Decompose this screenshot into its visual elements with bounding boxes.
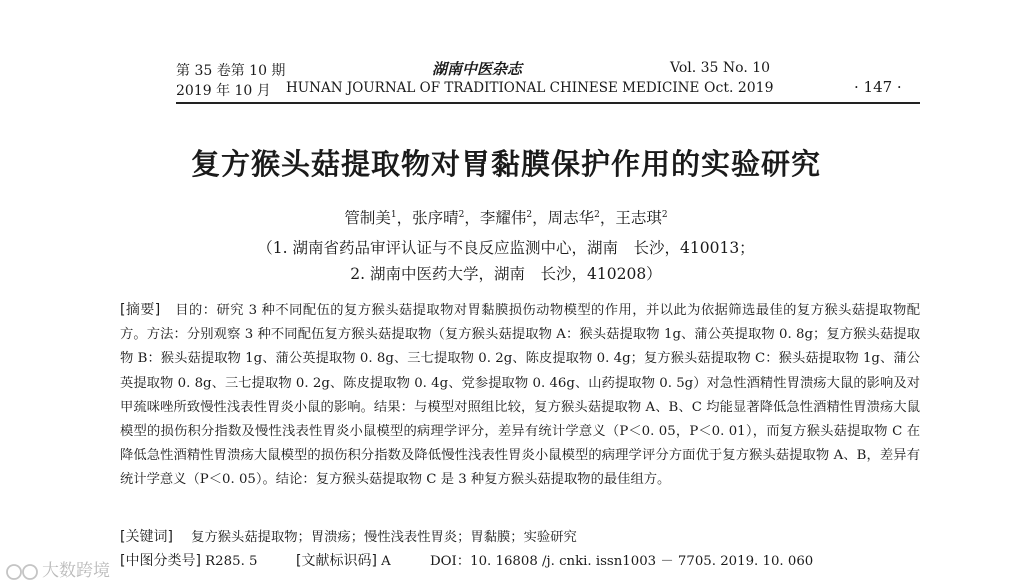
author-affiliation-mark: 2 <box>458 209 465 220</box>
author-affiliation-mark: 2 <box>661 209 668 220</box>
header-rule <box>176 102 920 104</box>
watermark-text: 大数跨境 <box>42 561 110 581</box>
keywords: 复方猴头菇提取物；胃溃疡；慢性浅表性胃炎；胃黏膜；实验研究 <box>191 530 577 545</box>
issue-date-en: Oct. 2019 <box>704 80 774 96</box>
classification-line <box>120 550 257 570</box>
journal-name-en: HUNAN JOURNAL OF TRADITIONAL CHINESE MEDICINE <box>286 80 700 96</box>
author-affiliation-mark: 2 <box>594 209 600 220</box>
author-affiliation-mark: 2 <box>526 209 533 220</box>
watermark-logo-icon <box>4 561 42 583</box>
author-affiliation-mark: 1 <box>390 209 397 220</box>
author: 王志琪 <box>615 209 662 227</box>
issue-date-cn: 2019 年 10 月 <box>176 83 271 99</box>
abstract <box>120 298 920 493</box>
author: 周志华 <box>547 209 595 227</box>
doc-code: A <box>381 554 391 569</box>
keywords-line <box>120 526 577 546</box>
author-list: 管制美$^1$，张序晴$^2$，李耀伟$^2$，周志华$^2$，王志琪$^2$ <box>344 209 668 227</box>
author: 李耀伟 <box>479 209 527 227</box>
abstract-text: 目的：研究 3 种不同配伍的复方猴头菇提取物对胃黏膜损伤动物模型的作用，并以此为依据筛选最佳的复方猴头菇提取物配方。方法：分别观察 3 种不同配伍复方猴头菇提取物（复方猴头菇提取物 A：猴头菇提取物 1g、蒲公英提取物 0. 8g；复方猴头菇提取物 B：猴头菇提取物 1g、蒲公英提取物 0. 8g、三七提取物 0. 2g、陈皮提取物 0. 4g；复方猴头菇提取物 C：猴头菇提取物 1g、蒲公英提取物 0. 8g、三七提取物 0. 2g、陈皮提取物 0. 4g、党参提取物 0. 46g、山药提取物 0. 5g）对急性酒精性胃溃疡大鼠的影响及对甲巯咪唑所致慢性浅表性胃炎小鼠的影响。结果：与模型对照组比较，复方猴头菇提取物 A、B、C 均能显著降低急性酒精性胃溃疡大鼠模型的损伤积分指数及慢性浅表性胃炎小鼠模型的病理学评分，差异有统计学意义（P＜0. 05，P＜0. 01），而复方猴头菇提取物 C 在降低急性酒精性胃溃疡大鼠模型的损伤积分指数及降低慢性浅表性胃炎小鼠模型的病理学评分方面优于复方猴头菇提取物 A、B，差异有统计学意义（P＜0. 05）。结论：复方猴头菇提取物 C 是 3 种复方猴头菇提取物的最佳组方。 <box>120 303 920 488</box>
doi: DOI：10. 16808 /j. cnki. issn1003 － 7705. 2019. 10. 060 <box>430 554 814 569</box>
page-number: · 147 · <box>854 78 902 96</box>
author: 张序晴 <box>412 209 459 227</box>
watermark <box>4 556 110 583</box>
document-code <box>296 550 391 570</box>
affiliation-1: （1. 湖南省药品审评认证与不良反应监测中心，湖南 长沙，410013； <box>257 239 755 257</box>
author: 管制美 <box>344 209 391 227</box>
article-title: 复方猴头菇提取物对胃黏膜保护作用的实验研究 <box>190 147 821 181</box>
journal-logo: 湖南中医杂志 <box>432 60 523 78</box>
doc-code-label: [文献标识码] <box>296 553 377 569</box>
volume-issue: 第 35 卷第 10 期 <box>176 63 286 79</box>
abstract-label: [摘要] <box>120 302 161 318</box>
affiliation-2: 2. 湖南中医药大学，湖南 长沙，410208） <box>350 265 662 283</box>
volume-number-en: Vol. 35 No. 10 <box>670 60 771 76</box>
clc-number: R285. 5 <box>205 554 258 569</box>
clc-label: [中图分类号] <box>120 553 201 569</box>
keywords-label: [关键词] <box>120 529 173 545</box>
